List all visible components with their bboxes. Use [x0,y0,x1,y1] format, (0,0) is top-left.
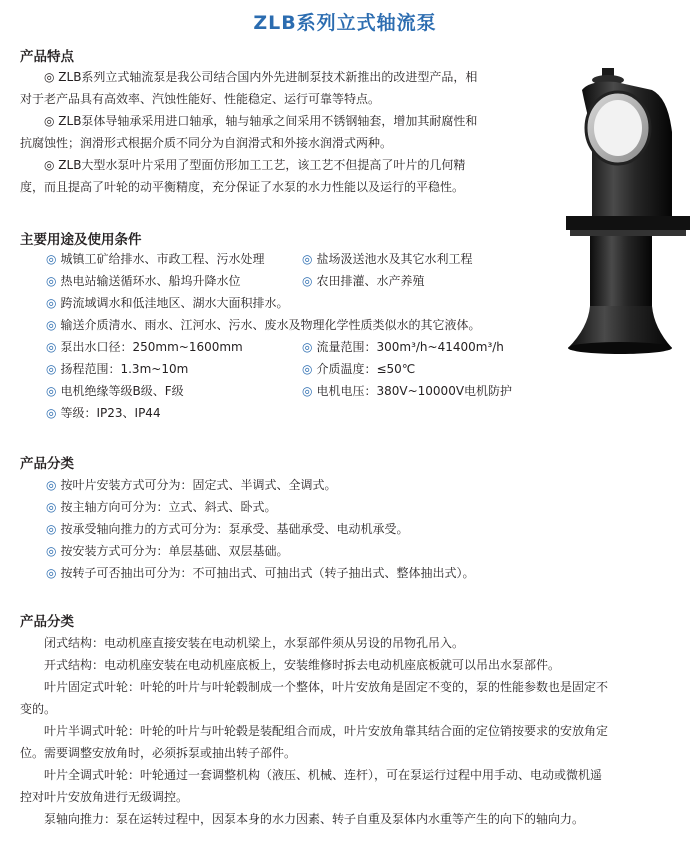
uses-item: ◎ 电机电压：380V~10000V电机防护 [302,384,513,398]
definition-line: 控对叶片安放角进行无级调控。 [20,790,189,804]
bullet-icon: ◎ [302,362,313,376]
uses-item: ◎ 城镇工矿给排水、市政工程、污水处理 [46,252,265,266]
uses-item: ◎ 输送介质清水、雨水、江河水、污水、废水及物理化学性质类似水的其它液体。 [46,318,481,332]
pump-image [560,66,690,356]
classification-item: ◎ 按主轴方向可分为：立式、斜式、卧式。 [46,500,277,514]
features-p1-line1: ◎ ZLB系列立式轴流泵是我公司结合国内外先进制泵技术新推出的改进型产品，相 [44,70,478,84]
bullet-icon: ◎ [46,384,57,398]
uses-item: ◎ 泵出水口径：250mm~1600mm [46,340,243,354]
definition-line: 闭式结构：电动机座直接安装在电动机梁上，水泵部件须从另设的吊物孔吊入。 [44,636,465,650]
bullet-icon: ◎ [46,544,57,558]
uses-item: ◎ 农田排灌、水产养殖 [302,274,425,288]
uses-item: ◎ 热电站输送循环水、船坞升降水位 [46,274,241,288]
bullet-icon: ◎ [302,252,313,266]
bullet-icon: ◎ [46,340,57,354]
features-p2-line2: 抗腐蚀性；润滑形式根据介质不同分为自润滑式和外接水润滑式两种。 [20,136,393,150]
features-paragraphs [20,66,550,198]
bullet-icon: ◎ [46,522,57,536]
bullet-icon: ◎ [302,340,313,354]
definition-line: 叶片全调式叶轮：叶轮通过一套调整机构（液压、机械、连杆），可在泵运行过程中用手动、电动或微机遥 [44,768,603,782]
bullet-icon: ◎ [46,274,57,288]
bullet-icon: ◎ [46,566,57,580]
uses-item: ◎ 介质温度：≤50℃ [302,362,416,376]
uses-item: ◎ 扬程范围：1.3m~10m [46,362,189,376]
bullet-icon: ◎ [46,406,57,420]
uses-item: ◎ 电机绝缘等级B级、F级 [46,384,184,398]
bullet-icon: ◎ [46,478,57,492]
definition-line: 叶片半调式叶轮：叶轮的叶片与叶轮毂是装配组合而成，叶片安放角靠其结合面的定位销按要求的安放角定 [44,724,609,738]
uses-heading: 主要用途及使用条件 [20,232,142,248]
bullet-icon: ◎ [46,500,57,514]
bullet-icon: ◎ [46,296,57,310]
bullet-icon: ◎ [46,252,57,266]
definition-line: 泵轴向推力：泵在运转过程中，因泵本身的水力因素、转子自重及泵体内水重等产生的向下的轴向力。 [44,812,585,826]
features-p3-line2: 度，而且提高了叶轮的动平衡精度，充分保证了水泵的水力性能以及运行的平稳性。 [20,180,465,194]
uses-item: ◎ 盐场汲送池水及其它水利工程 [302,252,473,266]
uses-item: ◎ 流量范围：300m³/h~41400m³/h [302,340,504,354]
features-heading: 产品特点 [20,49,74,65]
features-p3-line1: ◎ ZLB大型水泵叶片采用了型面仿形加工工艺，该工艺不但提高了叶片的几何精 [44,158,466,172]
definition-line: 开式结构：电动机座安装在电动机座底板上，安装维修时拆去电动机座底板就可以吊出水泵部件。 [44,658,561,672]
classification-item: ◎ 按承受轴向推力的方式可分为：泵承受、基础承受、电动机承受。 [46,522,409,536]
definition-line: 变的。 [20,702,57,716]
definitions-paragraphs [20,632,685,830]
bullet-icon: ◎ [46,318,57,332]
classification-item: ◎ 按转子可否抽出可分为：不可抽出式、可抽出式（转子抽出式、整体抽出式）。 [46,566,475,580]
classification-heading: 产品分类 [20,456,74,472]
classification-item: ◎ 按叶片安装方式可分为：固定式、半调式、全调式。 [46,478,337,492]
bullet-icon: ◎ [302,274,313,288]
page-title: ZLB系列立式轴流泵 [253,12,437,34]
features-p1-line2: 对于老产品具有高效率、汽蚀性能好、性能稳定、运行可靠等特点。 [20,92,381,106]
bullet-icon: ◎ [302,384,313,398]
features-p2-line1: ◎ ZLB泵体导轴承采用进口轴承，轴与轴承之间采用不锈钢轴套，增加其耐腐性和 [44,114,478,128]
definitions-heading: 产品分类 [20,614,74,630]
uses-item: ◎ 跨流域调水和低洼地区、湖水大面积排水。 [46,296,289,310]
definition-line: 位。需要调整安放角时，必须拆泵或抽出转子部件。 [20,746,297,760]
definition-line: 叶片固定式叶轮：叶轮的叶片与叶轮毂制成一个整体，叶片安放角是固定不变的，泵的性能参数也是固定不 [44,680,609,694]
uses-item: ◎ 等级：IP23、IP44 [46,406,161,420]
classification-item: ◎ 按安装方式可分为：单层基础、双层基础。 [46,544,289,558]
bullet-icon: ◎ [46,362,57,376]
